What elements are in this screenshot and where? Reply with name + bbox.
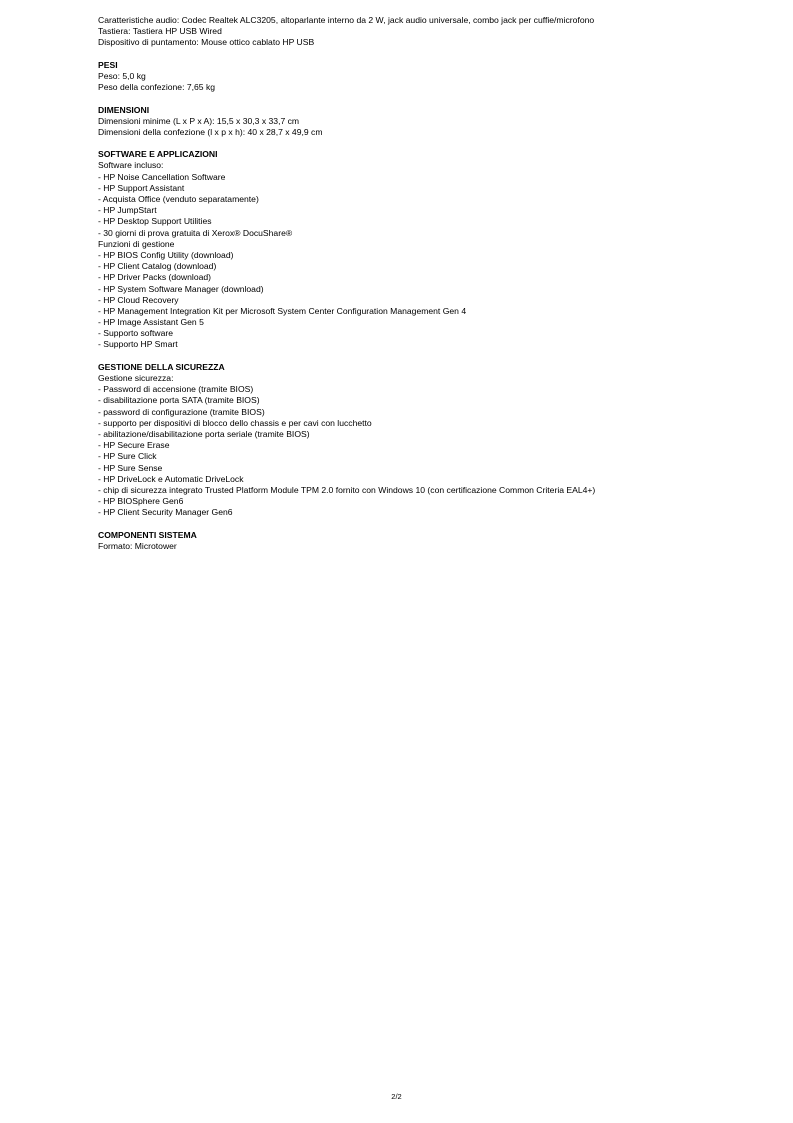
- spec-line: Peso: 5,0 kg: [98, 70, 146, 81]
- spec-line: Peso della confezione: 7,65 kg: [98, 82, 216, 93]
- spec-line: Formato: Microtower: [98, 540, 177, 551]
- spec-line: - HP Management Integration Kit per Microsoft System Center Configuration Management Gen 4: [98, 305, 467, 316]
- spec-line: Software incluso:: [98, 160, 164, 171]
- spec-line: - HP System Software Manager (download): [98, 283, 264, 294]
- spec-line: - supporto per dispositivi di blocco dello chassis e per cavi con lucchetto: [98, 417, 372, 428]
- spec-line: - Password di accensione (tramite BIOS): [98, 384, 254, 395]
- spec-line: - HP DriveLock e Automatic DriveLock: [98, 473, 244, 484]
- section-system-components: [98, 530, 758, 552]
- spec-line: Dimensioni della confezione (l x p x h): 40 x 28,7 x 49,9 cm: [98, 126, 323, 137]
- intro-block: [98, 15, 758, 49]
- section-weights: [98, 60, 758, 94]
- spec-line: - HP Sure Sense: [98, 462, 163, 473]
- spec-line: - 30 giorni di prova gratuita di Xerox® DocuShare®: [98, 227, 293, 238]
- spec-line: Funzioni di gestione: [98, 238, 175, 249]
- spec-line: - Supporto HP Smart: [98, 339, 178, 350]
- spec-line: - HP BIOSphere Gen6: [98, 496, 184, 507]
- spec-line: - HP Noise Cancellation Software: [98, 171, 226, 182]
- spec-line: - abilitazione/disabilitazione porta seriale (tramite BIOS): [98, 428, 310, 439]
- spec-line: Caratteristiche audio: Codec Realtek ALC3205, altoparlante interno da 2 W, jack audio universale, combo jack per cuffie/microfono: [98, 15, 595, 25]
- spec-line: - chip di sicurezza integrato Trusted Platform Module TPM 2.0 fornito con Windows 10 (con certificazione Common Criteria EAL4+): [98, 484, 596, 495]
- spec-line: Dispositivo di puntamento: Mouse ottico cablato HP USB: [98, 37, 315, 48]
- spec-line: - HP Client Security Manager Gen6: [98, 507, 233, 518]
- spec-line: - password di configurazione (tramite BIOS): [98, 406, 265, 417]
- spec-line: Tastiera: Tastiera HP USB Wired: [98, 26, 222, 37]
- section-title: DIMENSIONI: [98, 104, 150, 115]
- spec-line: - Supporto software: [98, 328, 173, 339]
- spec-line: Gestione sicurezza:: [98, 373, 174, 383]
- page-number: 2/2: [391, 1092, 402, 1101]
- spec-line: - HP Driver Packs (download): [98, 272, 212, 283]
- section-software: [98, 149, 758, 350]
- spec-line: - HP Sure Click: [98, 451, 157, 462]
- spec-line: - Acquista Office (venduto separatamente): [98, 194, 259, 204]
- section-dimensions: [98, 105, 758, 139]
- spec-line: - HP Secure Erase: [98, 440, 170, 451]
- spec-line: - HP Support Assistant: [98, 182, 185, 193]
- spec-line: - HP BIOS Config Utility (download): [98, 249, 234, 260]
- spec-line: - HP Image Assistant Gen 5: [98, 317, 204, 328]
- spec-line: - HP Cloud Recovery: [98, 294, 179, 305]
- section-title: GESTIONE DELLA SICUREZZA: [98, 361, 225, 372]
- spec-line: - HP Desktop Support Utilities: [98, 216, 212, 227]
- spec-line: Dimensioni minime (L x P x A): 15,5 x 30,3 x 33,7 cm: [98, 115, 300, 126]
- section-title: COMPONENTI SISTEMA: [98, 529, 197, 540]
- spec-line: - HP JumpStart: [98, 205, 157, 216]
- spec-line: - HP Client Catalog (download): [98, 261, 217, 272]
- section-security: [98, 362, 758, 519]
- spec-line: - disabilitazione porta SATA (tramite BIOS): [98, 395, 260, 406]
- section-title: SOFTWARE E APPLICAZIONI: [98, 149, 218, 160]
- document-body: [98, 15, 758, 552]
- section-title: PESI: [98, 59, 118, 70]
